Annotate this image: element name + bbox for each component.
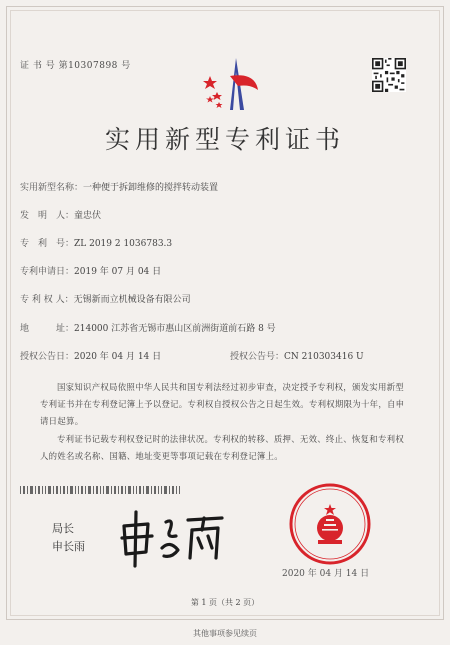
certificate-title: 实用新型专利证书 <box>104 125 345 154</box>
handwritten-signature-icon <box>118 508 228 568</box>
address-value: 214000 江苏省无锡市惠山区前洲街道前石路 8 号 <box>74 324 276 334</box>
certificate-number: 证 书 号 第10307898 号 <box>20 61 131 71</box>
patent-number-value: ZL 2019 2 1036783.3 <box>74 239 173 249</box>
grant-number-label: 授权公告号： <box>230 352 285 362</box>
patentee-label: 专 利 权 人： <box>20 295 74 305</box>
footer-note: 其他事项参见续页 <box>193 629 257 638</box>
grant-date-row <box>20 349 161 362</box>
utility-name-row <box>20 180 218 193</box>
grant-number-row <box>230 349 364 362</box>
patent-number-label: 专 利 号： <box>20 239 75 249</box>
director-title: 局长 <box>52 522 74 535</box>
body-paragraph-1: 国家知识产权局依照中华人民共和国专利法经过初步审查，决定授予专利权，颁发实用新型专利证书并在专利登记簿上予以登记。专利权自授权公告之日起生效。专利权期限为十年，自申请日起算。 <box>40 382 405 426</box>
filing-date-label: 专利申请日： <box>20 267 75 277</box>
director-name: 申长雨 <box>52 540 85 553</box>
patent-number-row <box>20 236 172 249</box>
filing-date-value: 2019 年 07 月 04 日 <box>74 267 162 277</box>
utility-name-label: 实用新型名称： <box>20 183 84 193</box>
official-seal-icon <box>288 482 372 566</box>
grant-date-value: 2020 年 04 月 14 日 <box>74 352 162 362</box>
inventor-row <box>20 208 101 221</box>
address-row <box>20 321 276 334</box>
inventor-value: 童忠伏 <box>74 211 102 221</box>
grant-date-label: 授权公告日： <box>20 352 75 362</box>
cnipa-logo-icon <box>200 54 260 114</box>
page-number: 第 1 页（共 2 页） <box>190 598 260 607</box>
patentee-value: 无锡新而立机械设备有限公司 <box>73 295 191 305</box>
inventor-label: 发 明 人： <box>20 211 75 221</box>
seal-date: 2020 年 04 月 14 日 <box>282 569 370 579</box>
barcode-icon <box>20 486 180 494</box>
grant-number-value: CN 210303416 U <box>284 352 364 362</box>
patentee-row <box>20 292 191 305</box>
filing-date-row <box>20 264 161 277</box>
utility-name-value: 一种便于拆卸维修的搅拌转动装置 <box>83 183 219 193</box>
address-label: 地 址： <box>20 324 75 334</box>
qr-code-icon <box>372 58 406 92</box>
body-paragraph-2: 专利证书记载专利权登记时的法律状况。专利权的转移、质押、无效、终止、恢复和专利权人的姓名或名称、国籍、地址变更等事项记载在专利登记簿上。 <box>40 434 404 461</box>
